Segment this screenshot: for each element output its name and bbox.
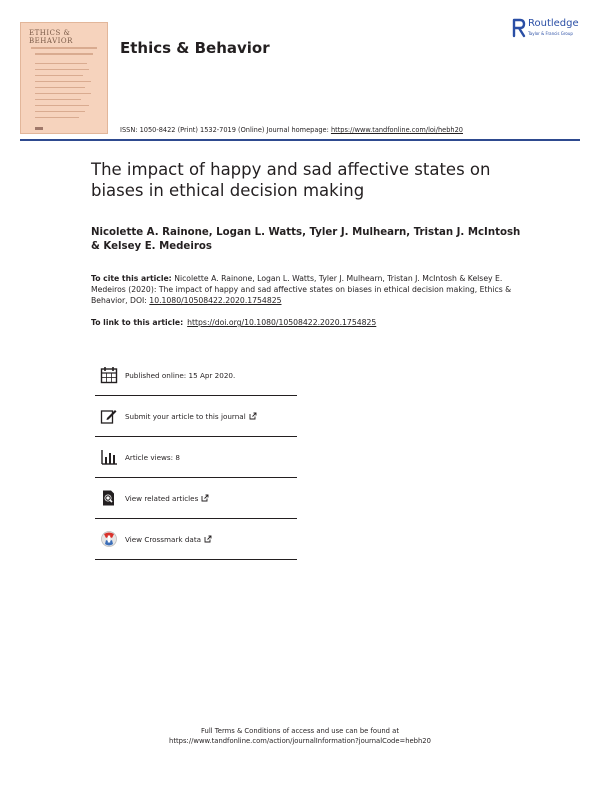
published-date: Published online: 15 Apr 2020. — [125, 370, 236, 380]
crossmark-icon — [99, 529, 119, 549]
cover-title: ETHICS & BEHAVIOR — [29, 29, 73, 45]
article-authors: Nicolette A. Rainone, Logan L. Watts, Tyler J. Mulhearn, Tristan J. McIntosh & Kelsey E. Medeiros — [91, 227, 521, 252]
publisher-logo[interactable] — [512, 16, 592, 44]
article-link-block — [91, 317, 521, 328]
publisher-tagline: Taylor & Francis Group — [528, 31, 573, 36]
routledge-logo-icon — [512, 18, 526, 38]
external-link-icon — [201, 494, 209, 502]
citation-block — [91, 273, 521, 307]
cite-doi-link[interactable]: 10.1080/10508422.2020.1754825 — [149, 296, 282, 306]
cite-label: To cite this article: — [91, 274, 172, 283]
article-views: Article views: 8 — [125, 452, 180, 462]
journal-title[interactable]: Ethics & Behavior — [120, 39, 270, 57]
external-link-icon — [204, 535, 212, 543]
article-info-list — [95, 355, 297, 560]
article-doi-link[interactable]: https://doi.org/10.1080/10508422.2020.1754825 — [187, 318, 377, 327]
footer-terms-text: Full Terms & Conditions of access and use can be found at — [201, 727, 399, 735]
journal-cover-thumbnail — [20, 22, 108, 134]
crossmark-link[interactable]: View Crossmark data — [125, 535, 212, 544]
footer-terms-link[interactable]: https://www.tandfonline.com/action/journalInformation?journalCode=hebh20 — [169, 737, 431, 745]
search-document-icon — [99, 488, 119, 508]
issn-line — [120, 126, 463, 134]
related-row[interactable] — [95, 478, 297, 519]
submit-article-link[interactable]: Submit your article to this journal — [125, 412, 257, 421]
external-link-icon — [249, 412, 257, 420]
views-row — [95, 437, 297, 478]
link-label: To link to this article: — [91, 318, 184, 327]
cite-text: Nicolette A. Rainone, Logan L. Watts, Tyler J. Mulhearn, Tristan J. McIntosh & Kelsey E. Medeiros (2020): The impact of happy and sad affective states on biases in ethical decision making, Ethics & Behavior, DOI: — [91, 274, 512, 306]
journal-homepage-link[interactable]: https://www.tandfonline.com/loi/hebh20 — [330, 126, 463, 134]
footer — [100, 726, 500, 746]
edit-icon — [99, 406, 119, 426]
crossmark-row[interactable] — [95, 519, 297, 560]
published-row — [95, 355, 297, 396]
publisher-name: Routledge — [528, 18, 579, 29]
bar-chart-icon — [99, 447, 119, 467]
article-title: The impact of happy and sad affective states on biases in ethical decision making — [91, 160, 491, 200]
submit-row[interactable] — [95, 396, 297, 437]
header-divider — [20, 139, 580, 141]
related-articles-link[interactable]: View related articles — [125, 494, 209, 503]
calendar-icon — [99, 365, 119, 385]
issn-text: ISSN: 1050-8422 (Print) 1532-7019 (Online) Journal homepage: — [120, 126, 331, 134]
